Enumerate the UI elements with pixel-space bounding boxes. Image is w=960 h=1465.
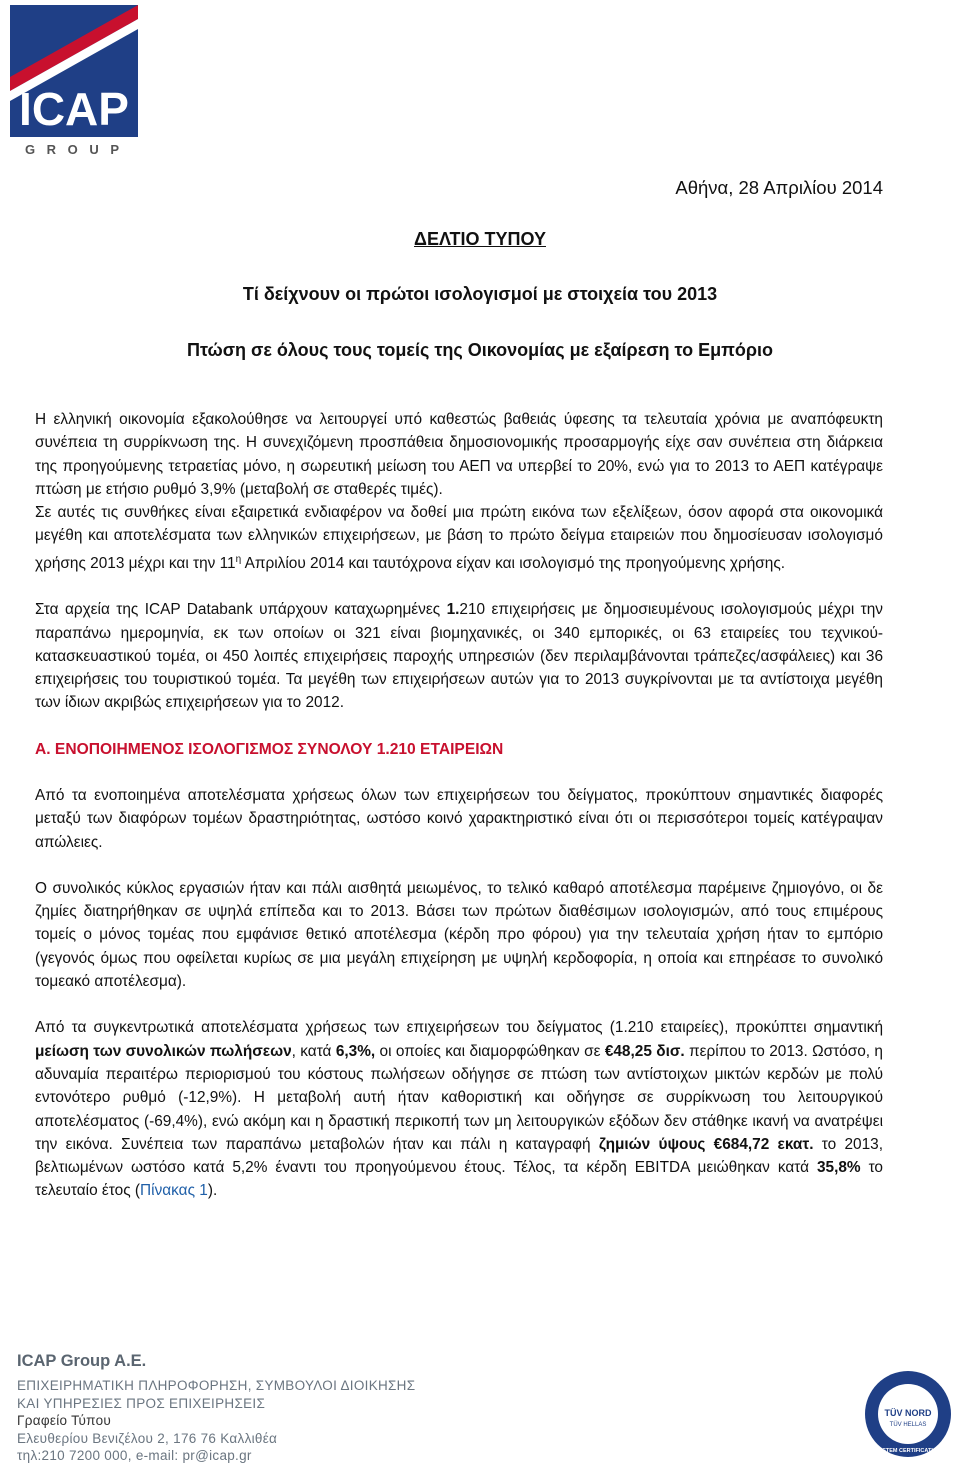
article-body (35, 408, 883, 1203)
text-run: το 2013, βελτιωμένων ωστόσο κατά 5,2% έναντι του προηγούμενου έτους. Τέλος, τα κέρδη EBITDA μειώθηκαν κατά (35, 1135, 883, 1177)
text-run: το τελευταίο έτος ( (35, 1159, 883, 1200)
table-1-link[interactable]: Πίνακας 1 (140, 1182, 208, 1200)
bold-percent: 6,3%, (335, 1042, 376, 1060)
paragraph-intro: Η ελληνική οικονομία εξακολούθησε να λειτουργεί υπό καθεστώς βαθειάς ύφεσης τα τελευταία χρόνια με αναπόφευκτη συνέπεια τη συρρίκνωση της. Η συνεχιζόμενη προσπάθεια δημοσιονομικής προσαρμογής είχε σαν συνέπεια στη διάρκεια της προηγούμενης τετραετίας μόνο, η σωρευτική μείωση του ΑΕΠ να υπερβεί το 20%, ενώ για το 2013 το ΑΕΠ κατέγραψε πτώση με ετήσιο ρυθμό 3,9% (μεταβολή σε σταθερές τιμές). (35, 411, 883, 498)
headline: Τί δείχνουν οι πρώτοι ισολογισμοί με στοιχεία του 2013 (242, 284, 718, 304)
footer (17, 1352, 717, 1465)
subheadline: Πτώση σε όλους τους τομείς της Οικονομίας με εξαίρεση το Εμπόριο (186, 340, 773, 360)
footer-line-1: ΕΠΙΧΕΙΡΗΜΑΤΙΚΗ ΠΛΗΡΟΦΟΡΗΣΗ, ΣΥΜΒΟΥΛΟΙ ΔΙΟΙΚΗΣΗΣ (17, 1378, 416, 1393)
paragraph-turnover: Ο συνολικός κύκλος εργασιών ήταν και πάλι αισθητά μειωμένος, το τελικό καθαρό αποτέλεσμα παρέμεινε ζημιογόνο, οι δε ζημίες διατηρήθηκαν σε υψηλά επίπεδα και το 2013. Βάσει των πρώτων διαθέσιμων ισολογισμών, από τους επιμέρους τομείς ο μόνος τομέας που εμφάνισε θετικό αποτέλεσμα (κέρδη προ φόρου) για την τελευταία χρήση ήταν το εμπόριο (γεγονός όμως που οφείλεται κυρίως σε μια μεγάλη επιχείρηση με υψηλή κερδοφορία, η οποία και επηρέασε το συνολικό τομεακό αποτέλεσμα). (35, 879, 883, 991)
text-run: Από τα συγκεντρωτικά αποτελέσματα χρήσεως των επιχειρήσεων του δείγματος (1.210 εταιρείες), προκύπτει σημαντική (35, 1019, 883, 1037)
footer-line-2: ΚΑΙ ΥΠΗΡΕΣΙΕΣ ΠΡΟΣ ΕΠΙΧΕΙΡΗΣΕΙΣ (17, 1395, 266, 1411)
press-release-title: ΔΕΛΤΙΟ ΤΥΠΟΥ (414, 229, 546, 249)
footer-address: Ελευθερίου Βενιζέλου 2, 176 76 Καλλιθέα (17, 1430, 278, 1446)
seal-iso-text: ISO 9001 (893, 1389, 923, 1396)
document-date: Αθήνα, 28 Απριλίου 2014 (675, 177, 883, 198)
footer-company: ICAP Group A.E. (17, 1352, 147, 1370)
paragraph-context-text: Σε αυτές τις συνθήκες είναι εξαιρετικά ενδιαφέρον να δοθεί μια πρώτη εικόνα των εξελίξεων, όσον αφορά στα οικονομικά μεγέθη και αποτελέσματα των ελληνικών επιχειρήσεων, με βάση το πρώτο δείγμα εταιρειών που δημοσίευσαν ισολογισμό χρήσης 2013 μέχρι και την 11 (35, 504, 883, 572)
section-a-heading: Α. ΕΝΟΠΟΙΗΜΕΝΟΣ ΙΣΟΛΟΓΙΣΜΟΣ ΣΥΝΟΛΟΥ 1.210 ΕΤΑΙΡΕΙΩΝ (35, 740, 504, 758)
paragraph-results: Από τα ενοποιημένα αποτελέσματα χρήσεως όλων των επιχειρήσεων του δείγματος, προκύπτουν σημαντικές διαφορές μεταξύ των διαφόρων τομέων δραστηριότητας, ωστόσο κοινό χαρακτηριστικό είναι ότι οι περισσότεροι τομείς κατέγραψαν απώλειες. (35, 786, 883, 851)
text-run: περίπου το 2013. Ωστόσο, η αδυναμία περαιτέρω περιορισμού του κόστους πωλήσεων οδήγησε σε πτώση των αντίστοιχων μικτών κερδών με πολύ εντονότερο ρυθμό (-12,9%). Η μεταβολή αυτή ήταν καθοριστική και οδήγησε σε συρρίκνωση του λειτουργικού αποτελέσματος (-69,4%), ενώ ακόμη και η δραστική περικοπή των μη λειτουργικών εξόδων δεν στάθηκε ικανή να ανατρέψει την εικόνα. Συνέπεια των παραπάνω μεταβολών ήταν και πάλι η καταγραφή (35, 1042, 883, 1153)
paragraph-sample-bold: 1. (446, 601, 460, 619)
paragraph-aggregate (35, 1016, 883, 1202)
seal-sub-text: TÜV HELLAS (889, 1422, 927, 1428)
bold-ebitda: 35,8% (816, 1159, 861, 1177)
text-run: , κατά (291, 1042, 336, 1060)
footer-press-office: Γραφείο Τύπου (17, 1413, 112, 1428)
footer-contact: τηλ:210 7200 000, e-mail: pr@icap.gr (17, 1448, 252, 1463)
paragraph-context (35, 501, 883, 575)
bold-sales-value: €48,25 δισ. (604, 1042, 685, 1060)
logo-group-text: G R O U P (24, 142, 124, 157)
seal-brand-text: TÜV NORD (884, 1408, 932, 1418)
seal-ring-text: SYSTEM CERTIFICATION (874, 1448, 942, 1454)
paragraph-sample-text: Στα αρχεία της ICAP Databank υπάρχουν καταχωρημένες (35, 601, 447, 619)
bold-losses: ζημιών ύψους €684,72 εκατ. (598, 1135, 814, 1153)
bold-sales-decrease: μείωση των συνολικών πωλήσεων (35, 1042, 292, 1060)
tuv-certification-seal (864, 1370, 952, 1458)
ordinal-superscript: η (235, 553, 242, 565)
icap-group-logo (10, 5, 138, 157)
logo-brand-text: ICAP (19, 83, 129, 135)
paragraph-sample (35, 598, 883, 714)
text-run: ). (207, 1182, 218, 1200)
paragraph-context-text-end: Απριλίου 2014 και ταυτόχρονα είχαν και ισολογισμό της προηγούμενης χρήσης. (241, 554, 786, 572)
paragraph-sample-text-end: 210 επιχειρήσεις με δημοσιευμένους ισολογισμούς μέχρι την παραπάνω ημερομηνία, εκ των οποίων οι 321 είναι βιομηχανικές, οι 340 εμπορικές, οι 63 εταιρείες του τεχνικού-κατασκευαστικού τομέα, οι 450 λοιπές επιχειρήσεις παροχής υπηρεσιών (δεν περιλαμβάνονται τράπεζες/ασφάλειες) και 36 επιχειρήσεις του τουριστικού τομέα. Τα μεγέθη των επιχειρήσεων αυτών για το 2013 συγκρίνονται με τα αντίστοιχα μεγέθη των ίδιων ακριβώς επιχειρήσεων για το 2012. (35, 601, 883, 712)
text-run: οι οποίες και διαμορφώθηκαν σε (375, 1042, 605, 1060)
